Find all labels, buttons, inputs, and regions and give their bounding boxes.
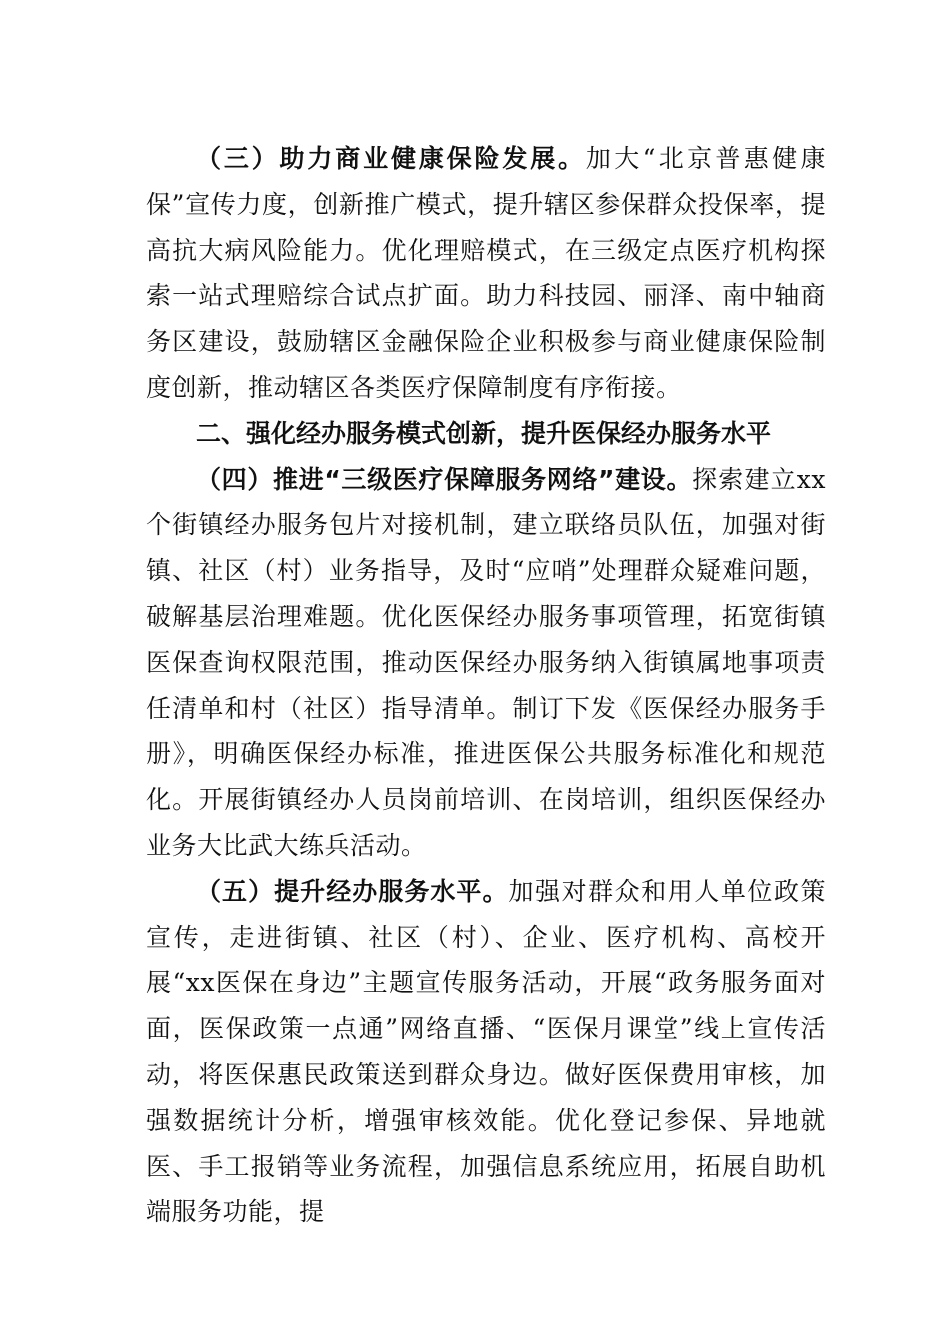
paragraph-5 [146,869,826,1235]
paragraph-4 [146,457,826,869]
paragraph-5-lead: （五）提升经办服务水平。 [196,876,509,906]
document-body [146,136,826,1235]
section-heading-2: 二、强化经办服务模式创新，提升医保经办服务水平 [196,418,772,448]
paragraph-3-text: 加大“北京普惠健康保”宣传力度，创新推广模式，提升辖区参保群众投保率，提高抗大病风险能力。优化理赔模式，在三级定点医疗机构探索一站式理赔综合试点扩面。助力科技园、丽泽、南中轴商务区建设，鼓励辖区金融保险企业积极参与商业健康保险制度创新，推动辖区各类医疗保障制度有序衔接。 [146,144,826,402]
paragraph-4-text: 探索建立xx个街镇经办服务包片对接机制，建立联络员队伍，加强对街镇、社区（村）业务指导，及时“应哨”处理群众疑难问题，破解基层治理难题。优化医保经办服务事项管理，拓宽街镇医保查询权限范围，推动医保经办服务纳入街镇属地事项责任清单和村（社区）指导清单。制订下发《医保经办服务手册》，明确医保经办标准，推进医保公共服务标准化和规范化。开展街镇经办人员岗前培训、在岗培训，组织医保经办业务大比武大练兵活动。 [146,464,826,860]
paragraph-3-lead: （三）助力商业健康保险发展。 [196,144,586,173]
paragraph-4-lead: （四）推进“三级医疗保障服务网络”建设。 [196,464,693,494]
paragraph-3 [146,136,826,411]
paragraph-5-text: 加强对群众和用人单位政策宣传，走进街镇、社区（村）、企业、医疗机构、高校开展“xx医保在身边”主题宣传服务活动，开展“政务服务面对面，医保政策一点通”网络直播、“医保月课堂”线上宣传活动，将医保惠民政策送到群众身边。做好医保费用审核，加强数据统计分析，增强审核效能。优化登记参保、异地就医、手工报销等业务流程，加强信息系统应用，拓展自助机端服务功能，提 [146,876,826,1227]
